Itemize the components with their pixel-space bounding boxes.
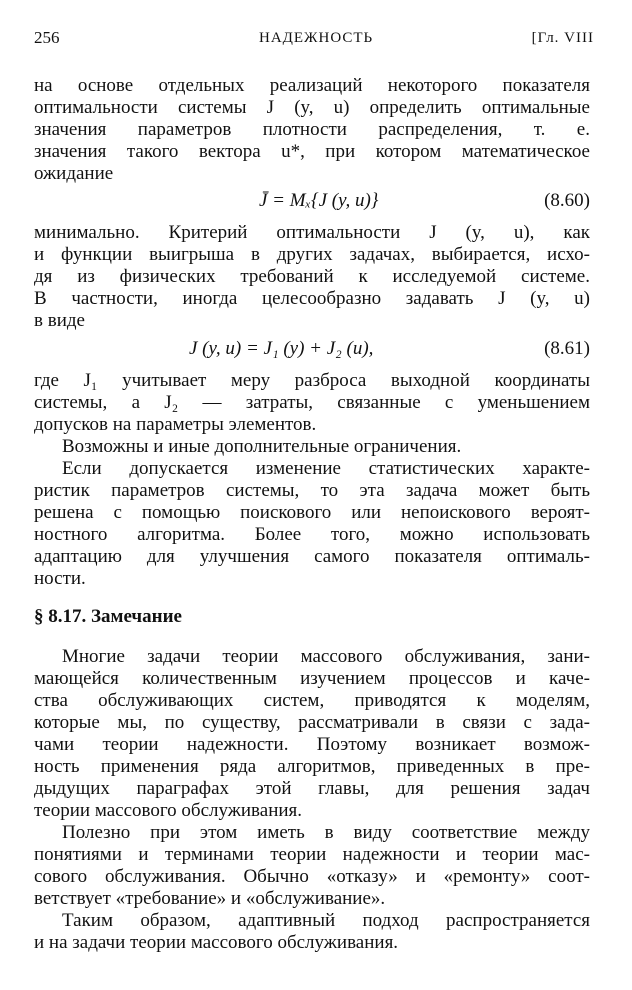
text-line: ностного алгоритма. Более того, можно использовать xyxy=(34,524,590,545)
text-line: В частности, иногда целесообразно задавать J (y, u) xyxy=(34,288,590,309)
chapter-label: [Гл. VIII xyxy=(531,30,594,46)
text-line: чами теории надежности. Поэтому возникает возмож- xyxy=(34,734,590,755)
text-line: ристик параметров системы, то эта задача может быть xyxy=(34,480,590,501)
text-line: ожидание xyxy=(34,163,114,184)
text-line: Таким образом, адаптивный подход распространяется xyxy=(62,910,590,931)
text-line: ности. xyxy=(34,568,86,589)
text-line: сового обслуживания. Обычно «отказу» и «ремонту» соот- xyxy=(34,866,590,887)
text-line: и на задачи теории массового обслуживания. xyxy=(34,932,399,953)
running-title: НАДЕЖНОСТЬ xyxy=(259,30,374,46)
page-number: 256 xyxy=(34,28,60,47)
text-line: Многие задачи теории массового обслуживания, зани- xyxy=(62,646,590,667)
text-line: допусков на параметры элементов. xyxy=(34,414,317,435)
section-heading: § 8.17. Замечание xyxy=(34,606,182,627)
text-line: оптимальности системы J (y, u) определить оптимальные xyxy=(34,97,590,118)
text-line: ства обслуживающих систем, приводятся к моделям, xyxy=(34,690,590,711)
equation-formula: J (y, u) = J₁ (y) + J₂ (u), xyxy=(189,338,374,359)
text-line: Если допускается изменение статистических характе- xyxy=(62,458,590,479)
text-line: минимально. Критерий оптимальности J (y, u), как xyxy=(34,222,590,243)
text-line: и функции выигрыша в других задачах, выбирается, исхо- xyxy=(34,244,590,265)
text-line: дя из физических требований к исследуемой системе. xyxy=(34,266,590,287)
text-line: понятиями и терминами теории надежности и теории мас- xyxy=(34,844,590,865)
text-line: мающейся количественным изучением процессов и каче- xyxy=(34,668,590,689)
text-line: адаптацию для улучшения самого показателя оптималь- xyxy=(34,546,590,567)
text-line: ветствует «требование» и «обслуживание». xyxy=(34,888,386,909)
equation-number: (8.61) xyxy=(544,338,590,359)
text-line: системы, а J₂ — затраты, связанные с уменьшением xyxy=(34,392,590,413)
text-line: дыдущих параграфах этой главы, для решения задач xyxy=(34,778,590,799)
text-line: Возможны и иные дополнительные ограничения. xyxy=(62,436,462,457)
text-line: в виде xyxy=(34,310,85,331)
text-line: значения параметров плотности распределения, т. е. xyxy=(34,119,590,140)
equation-8-60 xyxy=(34,188,590,214)
text-line: ность применения ряда алгоритмов, приведенных в пре- xyxy=(34,756,590,777)
text-line: которые мы, по существу, рассматривали в связи с зада- xyxy=(34,712,590,733)
text-line: решена с помощью поискового или непоискового вероят- xyxy=(34,502,590,523)
equation-formula: J̄ = Mₓ{J (y, u)} xyxy=(259,190,379,211)
equation-number: (8.60) xyxy=(544,190,590,211)
text-line: где J₁ учитывает меру разброса выходной координаты xyxy=(34,370,590,391)
text-line: Полезно при этом иметь в виду соответствие между xyxy=(62,822,590,843)
text-line: значения такого вектора u*, при котором математическое xyxy=(34,141,590,162)
text-line: на основе отдельных реализаций некоторого показателя xyxy=(34,75,590,96)
page-header xyxy=(34,28,594,52)
equation-8-61 xyxy=(34,336,590,362)
text-line: теории массового обслуживания. xyxy=(34,800,303,821)
